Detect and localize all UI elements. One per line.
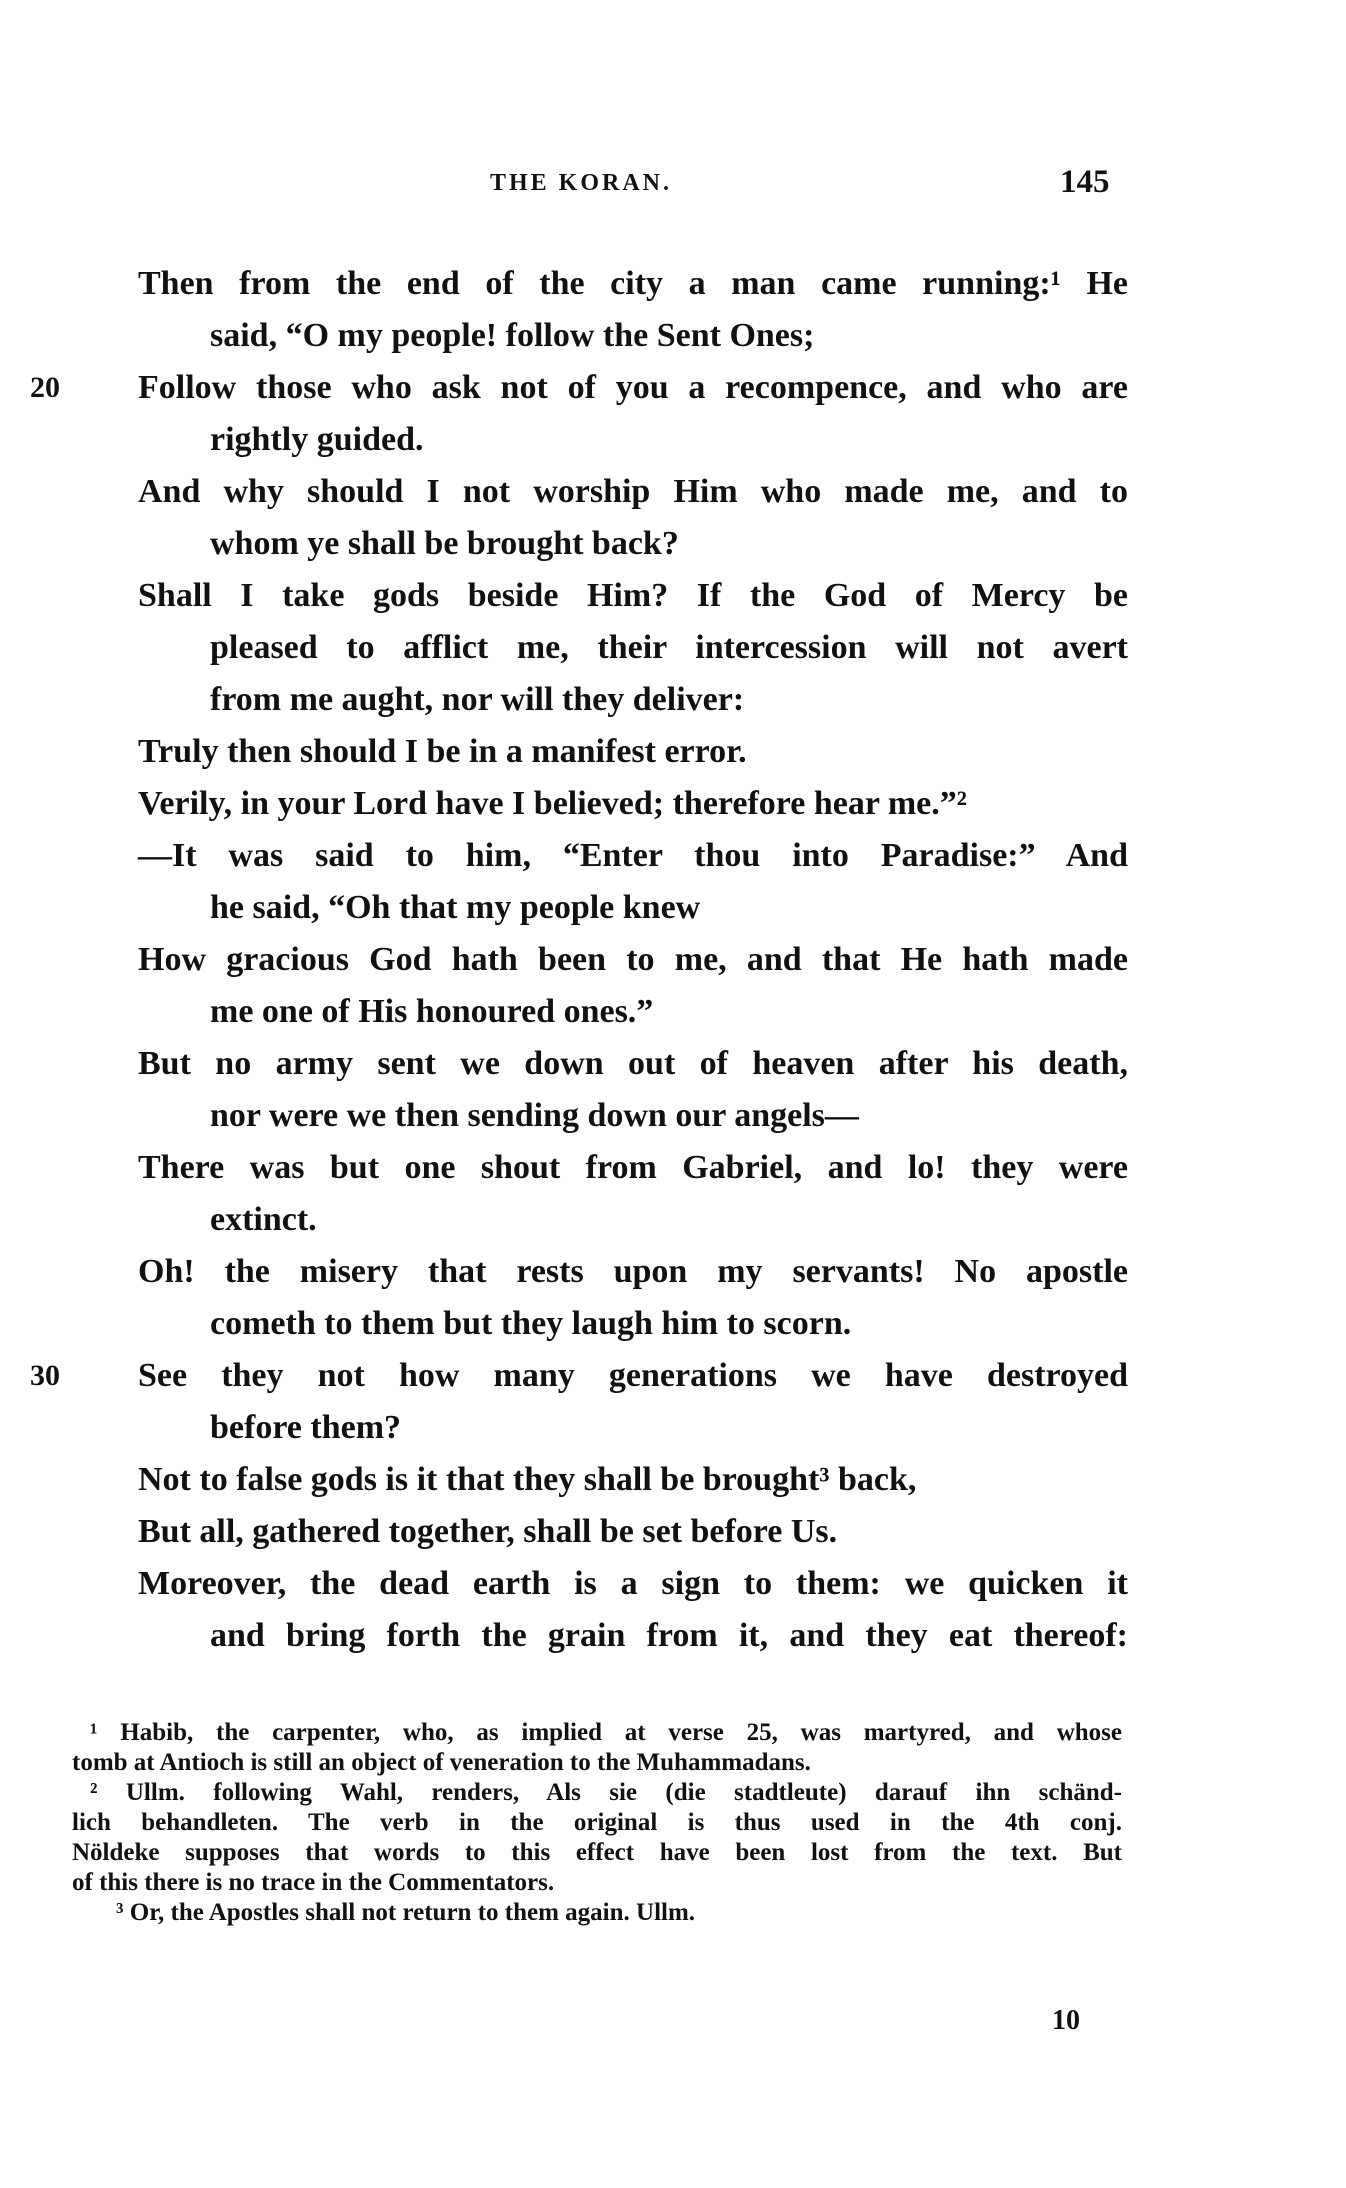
footnote-line: ¹ Habib, the carpenter, who, as implied at verse 25, was martyred, and whose [90, 1719, 1122, 1746]
signature-mark: 10 [1052, 2005, 1080, 2036]
verse-line [138, 726, 1128, 778]
verse-line-text: Moreover, the dead earth is a sign to them: we quicken it [138, 1565, 1128, 1602]
verse-line-text: Shall I take gods beside Him? If the God of Mercy be [138, 577, 1128, 614]
verse-line [138, 258, 1128, 310]
footnote-line: lich behandleten. The verb in the original is thus used in the 4th conj. [72, 1809, 1122, 1836]
verse-line [138, 778, 1128, 830]
verse-number: 30 [30, 1359, 60, 1392]
verse-line-text: whom ye shall be brought back? [210, 525, 679, 562]
verse-line [30, 1350, 1128, 1402]
verse-line [138, 1610, 1128, 1662]
verse-line [138, 570, 1128, 622]
verse-line-text: Not to false gods is it that they shall be brought³ back, [138, 1461, 917, 1498]
verse-line [138, 1454, 1128, 1506]
verse-line [138, 622, 1128, 674]
verse-line-text: cometh to them but they laugh him to scorn. [210, 1305, 852, 1342]
footnotes [72, 1718, 1122, 1928]
verse-line-text: extinct. [210, 1201, 317, 1238]
footnote-line: ³ Or, the Apostles shall not return to them again. Ullm. [116, 1899, 696, 1926]
verse-line [138, 466, 1128, 518]
verse-line-text: said, “O my people! follow the Sent Ones; [210, 317, 815, 354]
verse-line-text: Then from the end of the city a man came running:¹ He [138, 265, 1128, 302]
verse-line-text: And why should I not worship Him who made me, and to [138, 473, 1128, 510]
verse-line-text: See they not how many generations we have destroyed [138, 1357, 1128, 1394]
verse-line [138, 414, 1128, 466]
footnote-line: tomb at Antioch is still an object of veneration to the Muhammadans. [72, 1749, 811, 1776]
verse-line-text: Follow those who ask not of you a recompence, and who are [138, 369, 1128, 406]
footnote-line: ² Ullm. following Wahl, renders, Als sie (die stadtleute) darauf ihn schänd- [90, 1779, 1122, 1806]
verse-line [138, 1090, 1128, 1142]
page-number: 145 [1060, 164, 1110, 200]
verse-line [138, 674, 1128, 726]
verse-line [138, 1298, 1128, 1350]
verse-line-text: Truly then should I be in a manifest error. [138, 733, 747, 770]
verse-line [138, 1558, 1128, 1610]
verse-line [138, 518, 1128, 570]
verse-line [138, 1142, 1128, 1194]
verse-line-text: —It was said to him, “Enter thou into Paradise:” And [138, 837, 1128, 874]
verse-line [138, 986, 1128, 1038]
verse-line-text: Verily, in your Lord have I believed; therefore hear me.”² [138, 785, 967, 822]
footnote-line: Nöldeke supposes that words to this effect have been lost from the text. But [72, 1839, 1122, 1866]
running-title: THE KORAN. [490, 170, 673, 196]
verse-line [30, 362, 1128, 414]
verse-line [138, 1194, 1128, 1246]
verse-line [138, 1506, 1128, 1558]
verse-line-text: But no army sent we down out of heaven after his death, [138, 1045, 1128, 1082]
verse-line-text: nor were we then sending down our angels— [210, 1097, 859, 1134]
verse-line-text: before them? [210, 1409, 402, 1446]
verse-line [138, 934, 1128, 986]
verse-line [138, 310, 1128, 362]
verse-line [138, 1038, 1128, 1090]
verse-line [138, 1246, 1128, 1298]
verse-line-text: pleased to afflict me, their intercession will not avert [210, 629, 1128, 666]
verse-line-text: Oh! the misery that rests upon my servants! No apostle [138, 1253, 1128, 1290]
verse-line-text: from me aught, nor will they deliver: [210, 681, 745, 718]
verse-line [138, 1402, 1128, 1454]
page-header [0, 164, 1346, 210]
footnote-line: of this there is no trace in the Commentators. [72, 1869, 555, 1896]
verse-text [30, 258, 1128, 1662]
verse-number: 20 [30, 371, 60, 404]
verse-line [138, 830, 1128, 882]
verse-line-text: he said, “Oh that my people knew [210, 889, 701, 926]
verse-line-text: and bring forth the grain from it, and they eat thereof: [210, 1617, 1128, 1654]
verse-line-text: How gracious God hath been to me, and that He hath made [138, 941, 1128, 978]
verse-line-text: rightly guided. [210, 421, 424, 458]
verse-line [138, 882, 1128, 934]
verse-line-text: But all, gathered together, shall be set before Us. [138, 1513, 838, 1550]
verse-line-text: me one of His honoured ones.” [210, 993, 654, 1030]
verse-line-text: There was but one shout from Gabriel, and lo! they were [138, 1149, 1128, 1186]
